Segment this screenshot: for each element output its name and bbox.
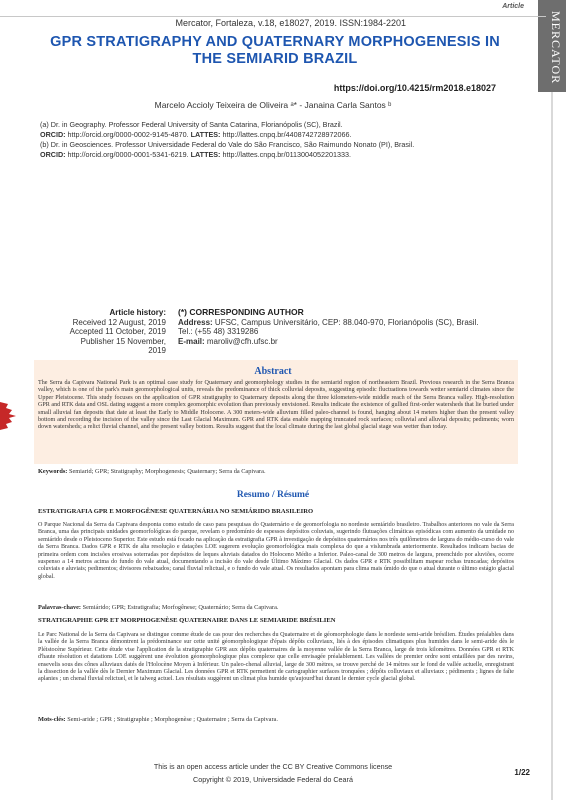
affiliation-a-text: (a) Dr. in Geography. Professor Federal University of Santa Catarina, Florianópolis (SC), Brazil. <box>40 120 343 129</box>
abstract-title: Abstract <box>254 366 292 377</box>
orcid-link-b[interactable]: http://orcid.org/0000-0001-5341-6219. <box>65 150 191 159</box>
email-link[interactable]: maroliv@cfh.ufsc.br <box>204 336 278 346</box>
email-label: E-mail: <box>178 336 205 346</box>
published-date: Publisher 15 November, 2019 <box>80 336 166 355</box>
copyright-note: Copyright © 2019, Universidade Federal do Ceará <box>193 775 353 784</box>
page-number: 1/22 <box>514 768 530 777</box>
resumo-pt-heading: ESTRATIGRAFIA GPR E MORFOGÊNESE QUATERNÁRIA NO SEMIÁRIDO BRASILEIRO <box>38 508 314 515</box>
keywords-text: Semiarid; GPR; Stratigraphy; Morphogenesis; Quaternary; Serra da Capivara. <box>67 468 266 475</box>
orcid-label: ORCID: <box>40 150 66 159</box>
corresponding-heading: (*) CORRESPONDING AUTHOR <box>178 307 304 317</box>
license-note: This is an open access article under the CC BY Creative Commons license <box>153 762 393 771</box>
affiliation-b <box>40 140 520 150</box>
mots-cles-label: Mots-clés: <box>38 716 66 723</box>
affiliation-b-ids <box>40 150 520 160</box>
resume-fr-body: Le Parc National de la Serra da Capivara se distingue comme étude de cas pour des recherches du Quaternaire et de géomorphologie dans le nordeste semi-aride brésilien. Études préalables dans la vallée de la Serra Branca démontrent la prédominance sur cette unité géomorphologique d'épais dépôts colluviaux, liés à des épisodes climatiques plus humides dans le semi-aride dès le Pléistocène Supérieur. Cette étude vise l'application de la stratigraphie GPR aux dépôts quaternaires de la moyenne vallée de la Serra Branca, large de trois kilomètres. Données GPR et RTK d'haute résolution et datations LOE suggèrent une évolution géomorphologique plus complexe que celle envisagée préalablement. Les vallées de premier ordre sont entaillées par des ravins, ensevelis sous des cônes alluviaux datés de l'Holocène Moyen à Inférieur. Un paleo-chenal alluvial, large de 300 mètres, se trouve perché de 14 mètres sur le fond de vallée actuelle, enregistrant la dissection de la vallée dès le Dernier Maximum Glacial. Les données GPR et RTK permettent de cartographier surfaces tronquées ; dépôts colluviaux et alluviaux ; pédiments ; lignes de faîte aplanies ; un chenal fluvial relictuel, et le talweg actuel. Les résultats suggèrent un climat plus humide qu'aujourd'hui durant le dernier cycle glacial global. <box>38 632 514 683</box>
lattes-link-a[interactable]: http://lattes.cnpq.br/4408742728972066. <box>220 130 352 139</box>
mots-cles-text: Semi-aride ; GPR ; Stratigraphie ; Morphogenèse ; Quaternaire ; Serra da Capivara. <box>65 716 278 723</box>
lattes-label: LATTES: <box>190 150 221 159</box>
decorative-gear-icon <box>0 400 18 430</box>
resumo-title: Resumo / Résumé <box>236 490 310 500</box>
affiliation-a-ids <box>40 130 520 140</box>
received-date: Received 12 August, 2019 <box>72 317 166 327</box>
journal-logo: MERCATOR <box>549 11 563 85</box>
header-rule <box>0 16 546 17</box>
doi-link[interactable]: https://doi.org/10.4215/rm2018.e18027 <box>333 83 496 93</box>
orcid-link-a[interactable]: http://orcid.org/0000-0002-9145-4870. <box>65 130 191 139</box>
article-history <box>66 308 166 356</box>
affiliation-b-text: (b) Dr. in Geosciences. Professor Universidade Federal do Vale do São Francisco, São Raimundo Nonato (PI), Brasil. <box>40 140 415 149</box>
side-strip-line <box>551 92 553 800</box>
palavras-chave-label: Palavras-chave: <box>38 604 82 611</box>
journal-side-strip <box>538 0 566 800</box>
email-line <box>178 337 518 347</box>
lattes-link-b[interactable]: http://lattes.cnpq.br/0113004052201333. <box>220 150 351 159</box>
resume-fr-heading: STRATIGRAPHIE GPR ET MORPHOGENÈSE QUATERNAIRE DANS LE SEMIARIDE BRÉSILIEN <box>38 617 336 624</box>
article-tag: Article <box>502 3 524 10</box>
affiliation-a <box>40 120 520 130</box>
paper-title: GPR STRATIGRAPHY AND QUATERNARY MORPHOGENESIS IN THE SEMIARID BRAZIL <box>50 34 500 67</box>
abstract-body: The Serra da Capivara National Park is an optimal case study for Quaternary and geomorphology studies in the semiarid region of northeastern Brazil. Previous research in the Serra Branca valley, which is one of the park's main geomorphological units, reveals the predominance of thick colluvial deposits, suggesting episodic fluctuations towards wetter semiarid climates since the Upper Pleistocene. This study focuses on the application of GPR stratigraphy to Quaternary deposits along the three kilometers-wide middle reach of the Serra Branca valley. High-resolution GPR and RTK data and OSL dating suggest a more complex geomorphic evolution than previously envisioned. Results indicate the existence of gullied first-order watersheds that lie buried under small alluvial fan deposits that date at least the Early to Middle Holocene. A 300 meters-wide alluvium filled paleo-channel is found, hanging about 14 meters higher than the present valley bottom and recording the incision of the valley since the Last Glacial Maximum. GPR and RTK data enable mapping truncated rock surfaces; colluvial and alluvial deposits; pediments; worn down watersheds; a relict fluvial channel, and the present valley bottom. Results suggest that the local climate during the last global glacial stage was wetter than today. <box>38 380 514 431</box>
orcid-label: ORCID: <box>40 130 66 139</box>
accepted-date: Accepted 11 October, 2019 <box>69 327 166 336</box>
palavras-chave <box>38 604 514 611</box>
palavras-chave-text: Semiárido; GPR; Estratigrafia; Morfogênese; Quaternário; Serra da Capivara. <box>81 604 279 611</box>
journal-citation: Mercator, Fortaleza, v.18, e18027, 2019. ISSN:1984-2201 <box>175 18 406 28</box>
history-heading: Article history: <box>109 308 166 317</box>
corresponding-author <box>178 308 518 346</box>
lattes-label: LATTES: <box>190 130 221 139</box>
address-line <box>178 318 518 328</box>
address-text: UFSC, Campus Universitário, CEP: 88.040-970, Florianópolis (SC), Brasil. <box>212 317 479 327</box>
tel-line: Tel.: (+55 48) 3319286 <box>178 327 259 336</box>
keywords-label: Keywords: <box>38 468 68 475</box>
keywords <box>38 468 514 475</box>
address-label: Address: <box>178 317 213 327</box>
resumo-pt-body: O Parque Nacional da Serra da Capivara desponta como estudo de caso para pesquisas do Quaternário e de geomorfologia no nordeste semiárido brasileiro. Trabalhos anteriores no vale da Serra Branca, uma das principais unidades geomorfológicas do parque, revelam o predomínio de espessos depósitos coluviais, sugerindo flutuações climáticas episódicas com aumento da umidade no semiárido desde o Pleistoceno Superior. Este estudo está focado na aplicação da estratigrafia GPR à investigação de depósitos quaternários nos três quilômetros de largura do médio-curso do vale da Serra Branca. Dados GPR e RTK de alta resolução e datações LOE sugerem evolução geomorfológica mais complexa do que a vislumbrada anteriormente. Resultados indicam bacias de primeira ordem com incisões erosivas soterradas por depósitos de leques aluviais datados do Holoceno Médio a Inferior. Paleo-canal de 300 metros de largura, preenchido por aluviões, ocorre suspenso a 14 metros acima do fundo do vale atual, documentando a incisão do vale desde Último Máximo Glacial. Os dados GPR e RTK possibilitam mapear rochas truncadas; depósitos coluviais e aluviais; pedimentos; divisores rebaixados; canal fluvial relictual, e o fundo do vale atual. Os resultados apontam para clima mais úmido do que o atual durante o último estágio glacial global. <box>38 522 514 580</box>
author-line: Marcelo Accioly Teixeira de Oliveira ᵃ* - Janaina Carla Santos ᵇ <box>154 100 392 110</box>
mots-cles <box>38 716 514 723</box>
